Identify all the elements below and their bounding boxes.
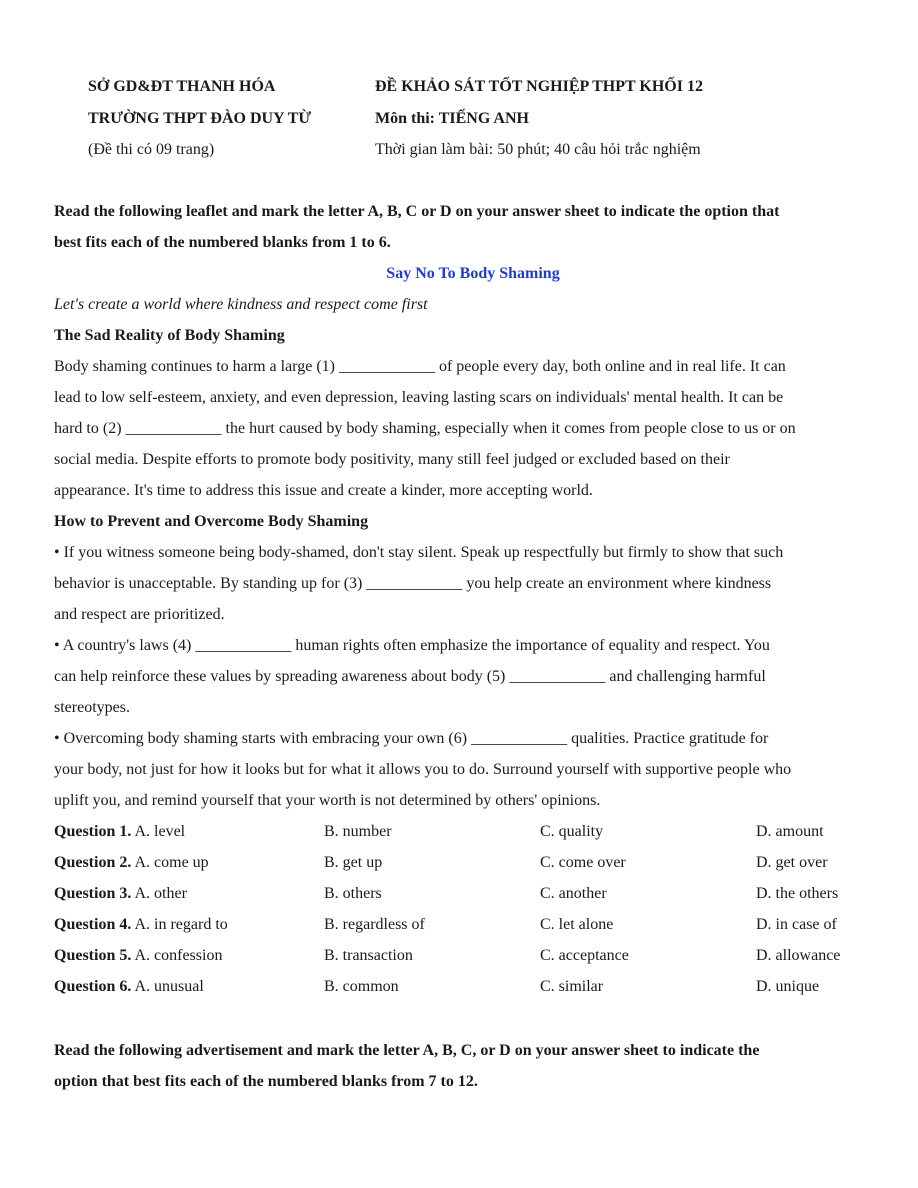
option-d: D. the others xyxy=(756,885,839,902)
question-item xyxy=(54,878,187,909)
question-item xyxy=(54,847,209,878)
bullet-line: your body, not just for how it looks but for what it allows you to do. Surround yourself with supportive people who xyxy=(54,761,792,778)
option-c: C. acceptance xyxy=(540,947,629,964)
option-c: C. come over xyxy=(540,854,626,871)
page-count-note: (Đề thi có 09 trang) xyxy=(88,141,215,158)
question-label: Question 4. xyxy=(54,916,132,933)
bullet-line: and respect are prioritized. xyxy=(54,606,225,623)
department-name: SỞ GD&ĐT THANH HÓA xyxy=(88,78,276,95)
instruction-line: best fits each of the numbered blanks from 1 to 6. xyxy=(54,234,391,251)
option-b: B. get up xyxy=(324,854,383,871)
option-b: B. common xyxy=(324,978,399,995)
bullet-line: • Overcoming body shaming starts with embracing your own (6) ____________ qualities. Practice gratitude for xyxy=(54,730,769,747)
question-row xyxy=(54,878,892,909)
header-right xyxy=(375,74,703,169)
paragraph-line: appearance. It's time to address this issue and create a kinder, more accepting world. xyxy=(54,482,593,499)
option-d: D. unique xyxy=(756,978,820,995)
option-a: A. unusual xyxy=(134,978,204,995)
instruction-line: Read the following advertisement and mark the letter A, B, C, or D on your answer sheet to indicate the xyxy=(54,1042,760,1059)
instruction-line: option that best fits each of the numbered blanks from 7 to 12. xyxy=(54,1073,478,1090)
option-d: D. get over xyxy=(756,854,828,871)
leaflet-tagline: Let's create a world where kindness and respect come first xyxy=(54,296,428,313)
bullet-line: can help reinforce these values by spreading awareness about body (5) ____________ and challenging harmful xyxy=(54,668,766,685)
option-b: B. number xyxy=(324,823,392,840)
option-c: C. another xyxy=(540,885,607,902)
header-left xyxy=(88,74,311,169)
section-heading: The Sad Reality of Body Shaming xyxy=(54,327,285,344)
option-c: C. let alone xyxy=(540,916,614,933)
subject-line: Môn thi: TIẾNG ANH xyxy=(375,109,529,127)
question-item xyxy=(54,816,185,847)
question-list xyxy=(54,816,892,1002)
question-row xyxy=(54,940,892,971)
question-row xyxy=(54,816,892,847)
question-label: Question 6. xyxy=(54,978,132,995)
option-d: D. in case of xyxy=(756,916,837,933)
question-label: Question 5. xyxy=(54,947,132,964)
time-line: Thời gian làm bài: 50 phút; 40 câu hỏi trắc nghiệm xyxy=(375,141,701,158)
exam-title: ĐỀ KHẢO SÁT TỐT NGHIỆP THPT KHỐI 12 xyxy=(375,78,703,95)
option-d: D. amount xyxy=(756,823,824,840)
bullet-line: uplift you, and remind yourself that your worth is not determined by others' opinions. xyxy=(54,792,601,809)
section-instruction-1 xyxy=(54,196,892,258)
bullet-line: • A country's laws (4) ____________ human rights often emphasize the importance of equality and respect. You xyxy=(54,637,770,654)
option-b: B. others xyxy=(324,885,382,902)
bullet-line: stereotypes. xyxy=(54,699,130,716)
question-item xyxy=(54,940,222,971)
question-row xyxy=(54,971,892,1002)
option-a: A. level xyxy=(134,823,186,840)
paragraph-line: lead to low self-esteem, anxiety, and even depression, leaving lasting scars on individuals' mental health. It can be xyxy=(54,389,784,406)
question-label: Question 3. xyxy=(54,885,132,902)
paragraph-line: Body shaming continues to harm a large (1) ____________ of people every day, both online and in real life. It can xyxy=(54,358,786,375)
section-heading: How to Prevent and Overcome Body Shaming xyxy=(54,513,369,530)
question-label: Question 2. xyxy=(54,854,132,871)
option-c: C. quality xyxy=(540,823,604,840)
bullet-line: • If you witness someone being body-shamed, don't stay silent. Speak up respectfully but firmly to show that such xyxy=(54,544,784,561)
option-a: A. other xyxy=(134,885,187,902)
option-d: D. allowance xyxy=(756,947,841,964)
paragraph-line: social media. Despite efforts to promote body positivity, many still feel judged or excluded based on their xyxy=(54,451,730,468)
option-a: A. confession xyxy=(134,947,223,964)
leaflet xyxy=(54,258,892,1002)
bullet-line: behavior is unacceptable. By standing up for (3) ____________ you help create an environment where kindness xyxy=(54,575,772,592)
leaflet-title: Say No To Body Shaming xyxy=(386,265,560,282)
paragraph-line: hard to (2) ____________ the hurt caused by body shaming, especially when it comes from people close to us or on xyxy=(54,420,796,437)
question-item xyxy=(54,909,228,940)
school-name: TRƯỜNG THPT ĐÀO DUY TỪ xyxy=(88,109,312,127)
question-row xyxy=(54,909,892,940)
section-instruction-2 xyxy=(54,1035,892,1097)
option-c: C. similar xyxy=(540,978,604,995)
option-a: A. come up xyxy=(134,854,209,871)
option-a: A. in regard to xyxy=(134,916,228,933)
question-item xyxy=(54,971,204,1002)
option-b: B. regardless of xyxy=(324,916,425,933)
instruction-line: Read the following leaflet and mark the letter A, B, C or D on your answer sheet to indicate the option that xyxy=(54,203,780,220)
question-row xyxy=(54,847,892,878)
option-b: B. transaction xyxy=(324,947,413,964)
question-label: Question 1. xyxy=(54,823,132,840)
